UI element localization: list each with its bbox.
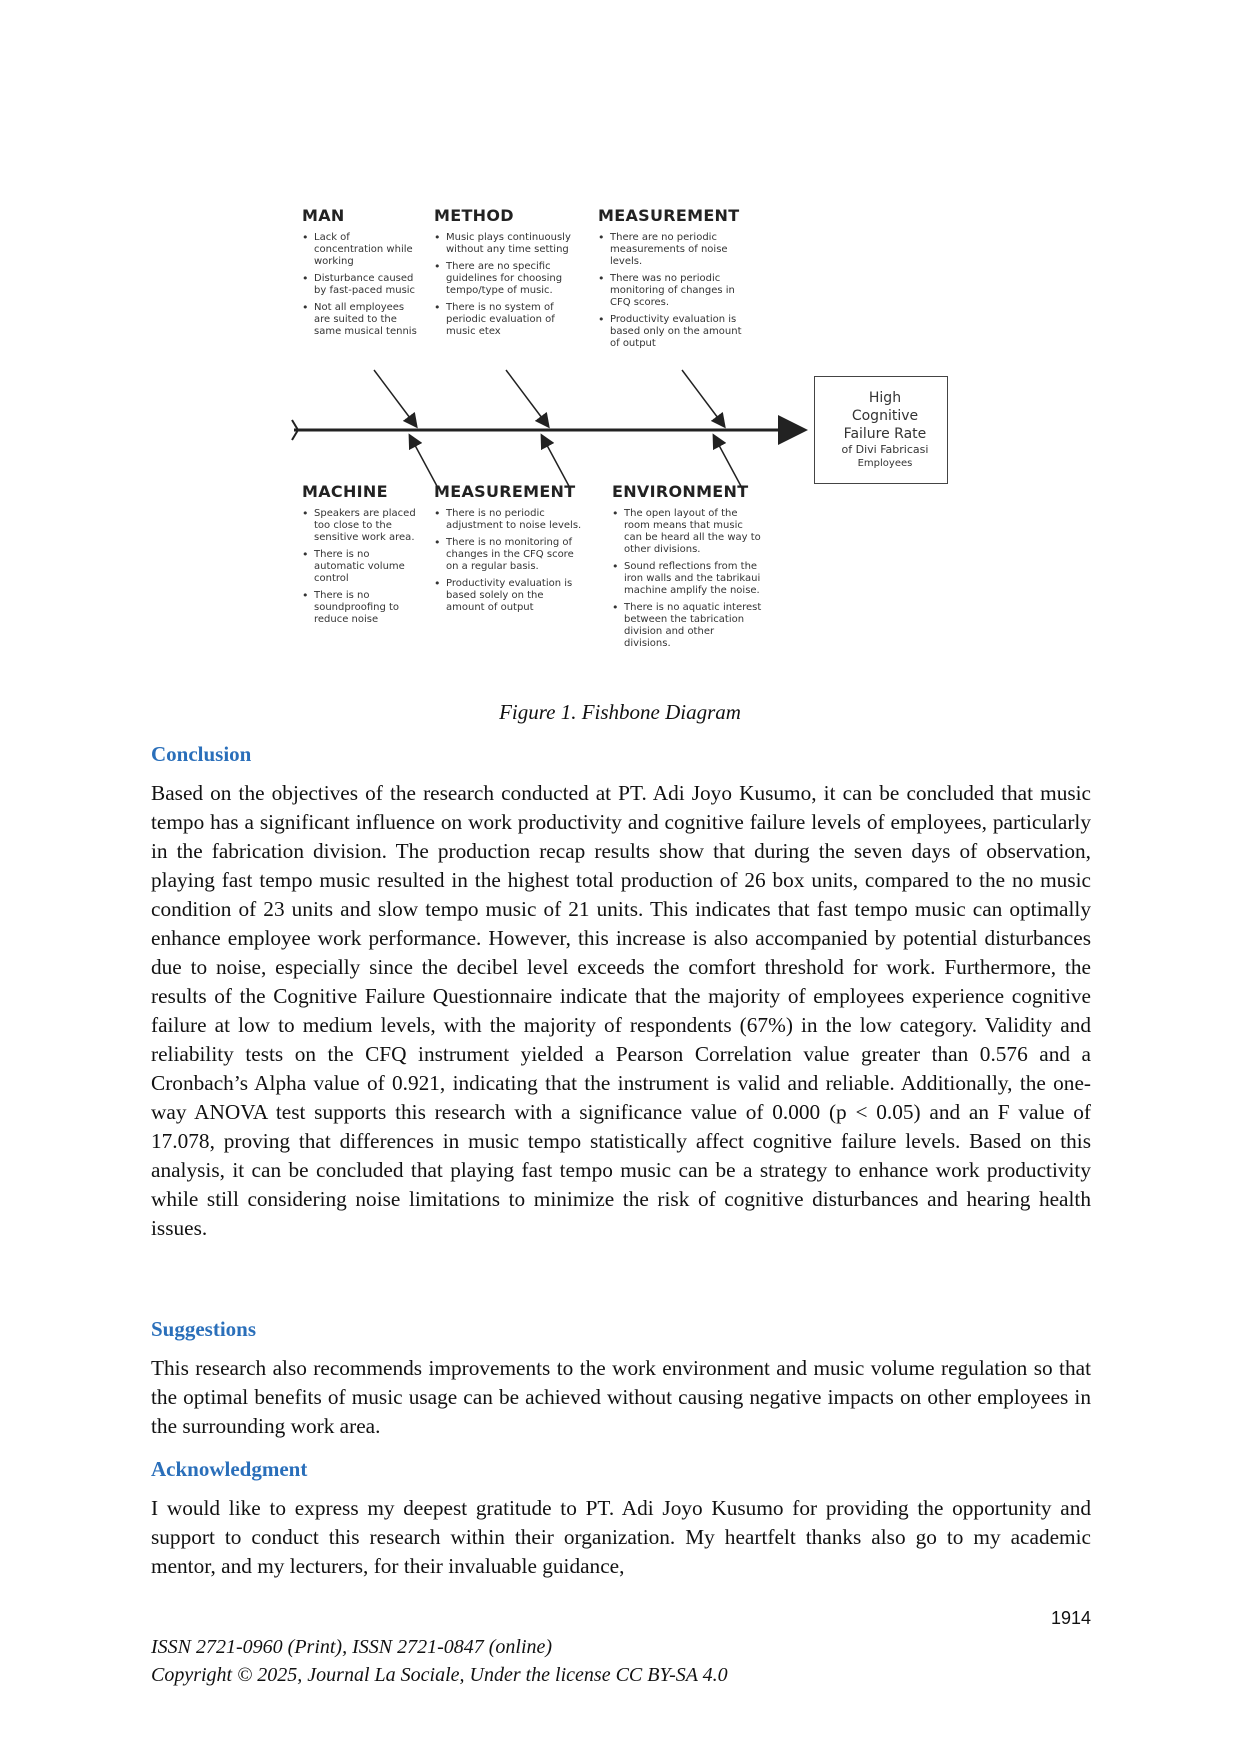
cause-item: • There is no automatic volume control xyxy=(302,549,422,585)
category-machine-title: MACHINE xyxy=(302,482,388,501)
bone-man xyxy=(374,370,416,426)
cause-item: • There is no monitoring of changes in the CFQ score on a regular basis. xyxy=(434,537,584,573)
bone-measurement-top xyxy=(682,370,724,426)
category-machine-causes xyxy=(302,508,422,631)
bone-machine xyxy=(410,436,438,488)
cause-item: • Productivity evaluation is based only on the amount of output xyxy=(598,314,748,350)
cause-item: • There is no soundproofing to reduce noise xyxy=(302,590,422,626)
category-method-title: METHOD xyxy=(434,206,514,225)
footer-copyright: Copyright © 2025, Journal La Sociale, Under the license CC BY-SA 4.0 xyxy=(151,1664,728,1686)
conclusion-paragraph: Based on the objectives of the research conducted at PT. Adi Joyo Kusumo, it can be concluded that music tempo has a significant influence on work productivity and cognitive failure levels of employees, particularly in the fabrication division. The production recap results show that during the seven days of observation, playing fast tempo music resulted in the highest total production of 26 box units, compared to the no music condition of 23 units and slow tempo music of 21 units. This indicates that fast tempo music can optimally enhance employee work performance. However, this increase is also accompanied by potential disturbances due to noise, especially since the decibel level exceeds the comfort threshold for work. Furthermore, the results of the Cognitive Failure Questionnaire indicate that the majority of employees experience cognitive failure at low to medium levels, with the majority of respondents (67%) in the low category. Validity and reliability tests on the CFQ instrument yielded a Pearson Correlation value greater than 0.576 and a Cronbach’s Alpha value of 0.921, indicating that the instrument is valid and reliable. Additionally, the one-way ANOVA test supports this research with a significance value of 0.000 (p < 0.05) and an F value of 17.078, proving that differences in music tempo statistically affect cognitive failure levels. Based on this analysis, it can be concluded that playing fast tempo music can be a strategy to enhance work productivity while still considering noise limitations to minimize the risk of cognitive disturbances and hearing health issues. xyxy=(151,781,1091,1240)
effect-box xyxy=(814,376,948,484)
fishbone-diagram xyxy=(290,198,950,678)
category-measurement-bottom-title: MEASUREMENT xyxy=(434,482,576,501)
cause-item: • Not all employees are suited to the same musical tennis xyxy=(302,302,422,338)
effect-line: of Divi Fabricasi xyxy=(841,443,929,456)
cause-item: • There are no specific guidelines for choosing tempo/type of music. xyxy=(434,261,574,297)
cause-item: • Productivity evaluation is based solely on the amount of output xyxy=(434,578,584,614)
page-number: 1914 xyxy=(1050,1608,1091,1628)
category-environment-title: ENVIRONMENT xyxy=(612,482,749,501)
acknowledgment-paragraph: I would like to express my deepest gratitude to PT. Adi Joyo Kusumo for providing the opportunity and support to conduct this research within their organization. My heartfelt thanks also go to my academic mentor, and my lecturers, for their invaluable guidance, xyxy=(151,1496,1091,1578)
effect-line: Failure Rate xyxy=(843,426,927,442)
category-man-title: MAN xyxy=(302,206,345,225)
category-measurement-top-title: MEASUREMENT xyxy=(598,206,740,225)
cause-item: • There is no periodic adjustment to noise levels. xyxy=(434,508,584,532)
category-measurement-bottom-causes xyxy=(434,508,584,619)
bone-environment xyxy=(714,436,742,488)
cause-item: • There is no system of periodic evaluation of music etex xyxy=(434,302,574,338)
cause-item: • There are no periodic measurements of noise levels. xyxy=(598,232,748,268)
cause-item: • Lack of concentration while working xyxy=(302,232,422,268)
effect-line: Employees xyxy=(857,458,913,469)
cause-item: • Speakers are placed too close to the sensitive work area. xyxy=(302,508,422,544)
bone-method xyxy=(506,370,548,426)
cause-item: • The open layout of the room means that music can be heard all the way to other divisions. xyxy=(612,508,762,556)
category-method-causes xyxy=(434,232,574,343)
category-environment-causes xyxy=(612,508,762,655)
effect-line: Cognitive xyxy=(851,408,919,424)
acknowledgment-heading: Acknowledgment xyxy=(151,1457,308,1481)
suggestions-heading: Suggestions xyxy=(151,1317,257,1341)
footer-issn: ISSN 2721-0960 (Print), ISSN 2721-0847 (online) xyxy=(151,1636,553,1658)
category-measurement-top-causes xyxy=(598,232,748,355)
cause-item: • Sound reflections from the iron walls and the tabrikaui machine amplify the noise. xyxy=(612,561,762,597)
cause-item: • Disturbance caused by fast-paced music xyxy=(302,273,422,297)
suggestions-paragraph: This research also recommends improvements to the work environment and music volume regulation so that the optimal benefits of music usage can be achieved without causing negative impacts on other employees in the surrounding work area. xyxy=(151,1356,1091,1438)
bone-measurement-bottom xyxy=(542,436,570,488)
effect-line: High xyxy=(868,390,902,406)
cause-item: • There is no aquatic interest between the tabrication division and other divisions. xyxy=(612,602,762,650)
cause-item: • There was no periodic monitoring of changes in CFQ scores. xyxy=(598,273,748,309)
category-man-causes xyxy=(302,232,422,343)
effect-text xyxy=(834,389,929,471)
conclusion-heading: Conclusion xyxy=(151,742,252,766)
figure-caption: Figure 1. Fishbone Diagram xyxy=(499,700,741,724)
cause-item: • Music plays continuously without any time setting xyxy=(434,232,574,256)
